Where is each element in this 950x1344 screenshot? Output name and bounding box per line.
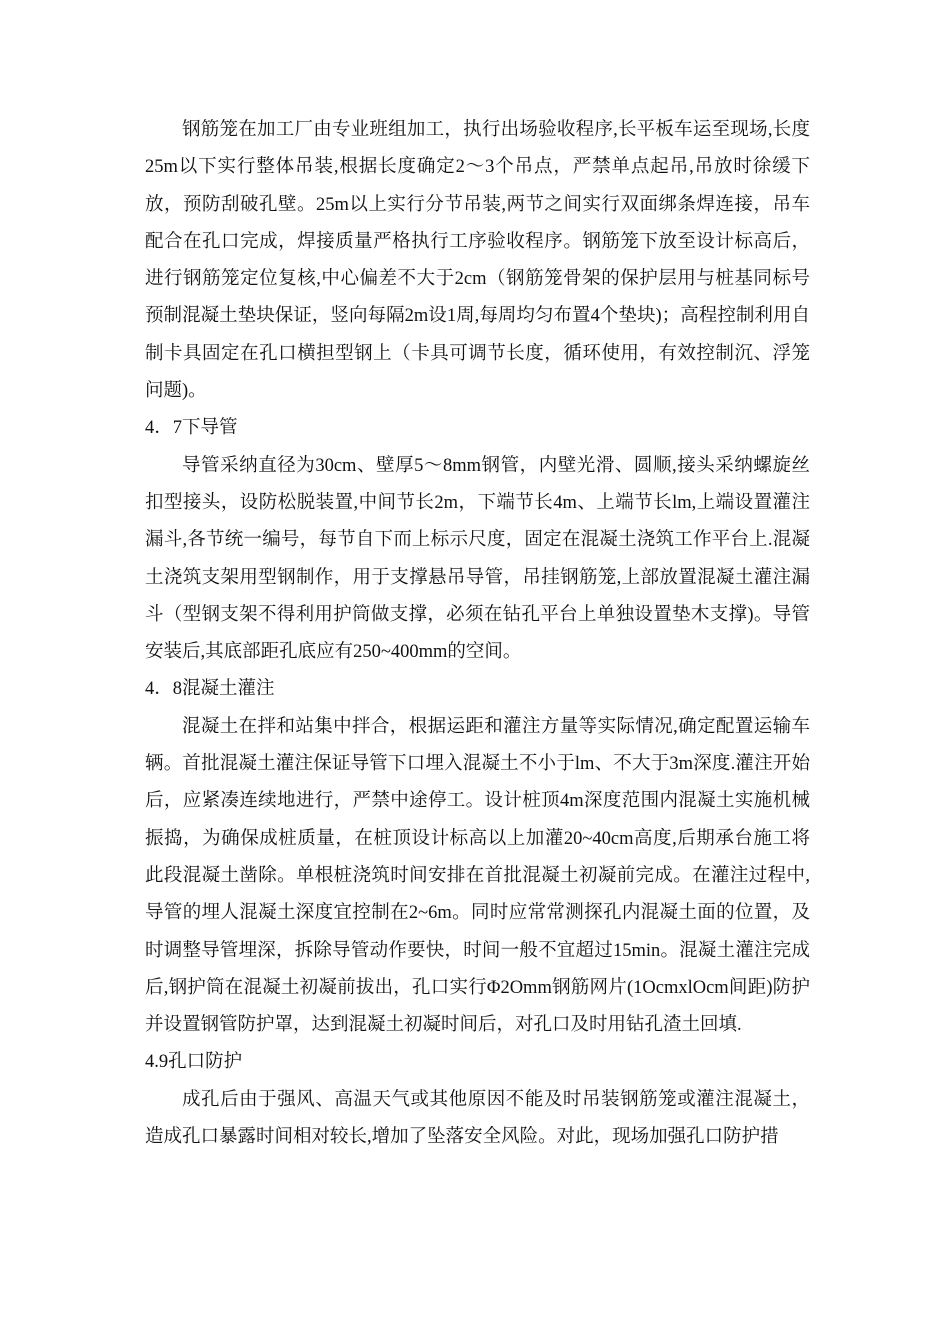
section-heading-4-9: 4.9孔口防护 — [145, 1052, 243, 1073]
section-heading-4-7: 4．7下导管 — [145, 418, 238, 439]
paragraph-hole-protection: 成孔后由于强风、高温天气或其他原因不能及时吊装钢筋笼或灌注混凝土，造成孔口暴露时间相对较长,增加了坠落安全风险。对此，现场加强孔口防护措 — [145, 1089, 810, 1148]
paragraph-conduit: 导管采纳直径为30cm、壁厚5～8mm钢管，内壁光滑、圆顺,接头采纳螺旋丝扣型接头，设防松脱装置,中间节长2m，下端节长4m、上端节长lm,上端设置灌注漏斗,各节统一编号，每节自下而上标示尺度，固定在混凝土浇筑工作平台上.混凝土浇筑支架用型钢制作，用于支撑悬吊导管，吊挂钢筋笼,上部放置混凝土灌注漏斗（型钢支架不得利用护筒做支撑，必须在钻孔平台上单独设置垫木支撑)。导管安装后,其底部距孔底应有250~400mm的空间。 — [145, 455, 810, 663]
paragraph-rebar-cage: 钢筋笼在加工厂由专业班组加工，执行出场验收程序,长平板车运至现场,长度25m以下实行整体吊装,根据长度确定2～3个吊点，严禁单点起吊,吊放时徐缓下放，预防刮破孔壁。25m以上实行分节吊装,两节之间实行双面绑条焊连接，吊车配合在孔口完成，焊接质量严格执行工序验收程序。钢筋笼下放至设计标高后，进行钢筋笼定位复核,中心偏差不大于2cm（钢筋笼骨架的保护层用与桩基同标号预制混凝土垫块保证，竖向每隔2m设1周,每周均匀布置4个垫块)；高程控制利用自制卡具固定在孔口横担型钢上（卡具可调节长度，循环使用，有效控制沉、浮笼问题)。 — [145, 120, 810, 402]
section-heading-4-8: 4．8混凝土灌注 — [145, 679, 275, 700]
paragraph-concrete-pouring: 混凝土在拌和站集中拌合，根据运距和灌注方量等实际情况,确定配置运输车辆。首批混凝土灌注保证导管下口埋入混凝土不小于lm、不大于3m深度.灌注开始后，应紧凑连续地进行，严禁中途停工。设计桩顶4m深度范围内混凝土实施机械振捣，为确保成桩质量，在桩顶设计标高以上加灌20~40cm高度,后期承台施工将此段混凝土凿除。单根桩浇筑时间安排在首批混凝土初凝前完成。在灌注过程中,导管的埋人混凝土深度宜控制在2~6m。同时应常常测探孔内混凝土面的位置，及时调整导管埋深，拆除导管动作要快，时间一般不宜超过15min。混凝土灌注完成后,钢护筒在混凝土初凝前拔出，孔口实行Φ2Omm钢筋网片(1OcmxlOcm间距)防护并设置钢管防护罩，达到混凝土初凝时间后，对孔口及时用钻孔渣土回填. — [145, 716, 810, 1036]
